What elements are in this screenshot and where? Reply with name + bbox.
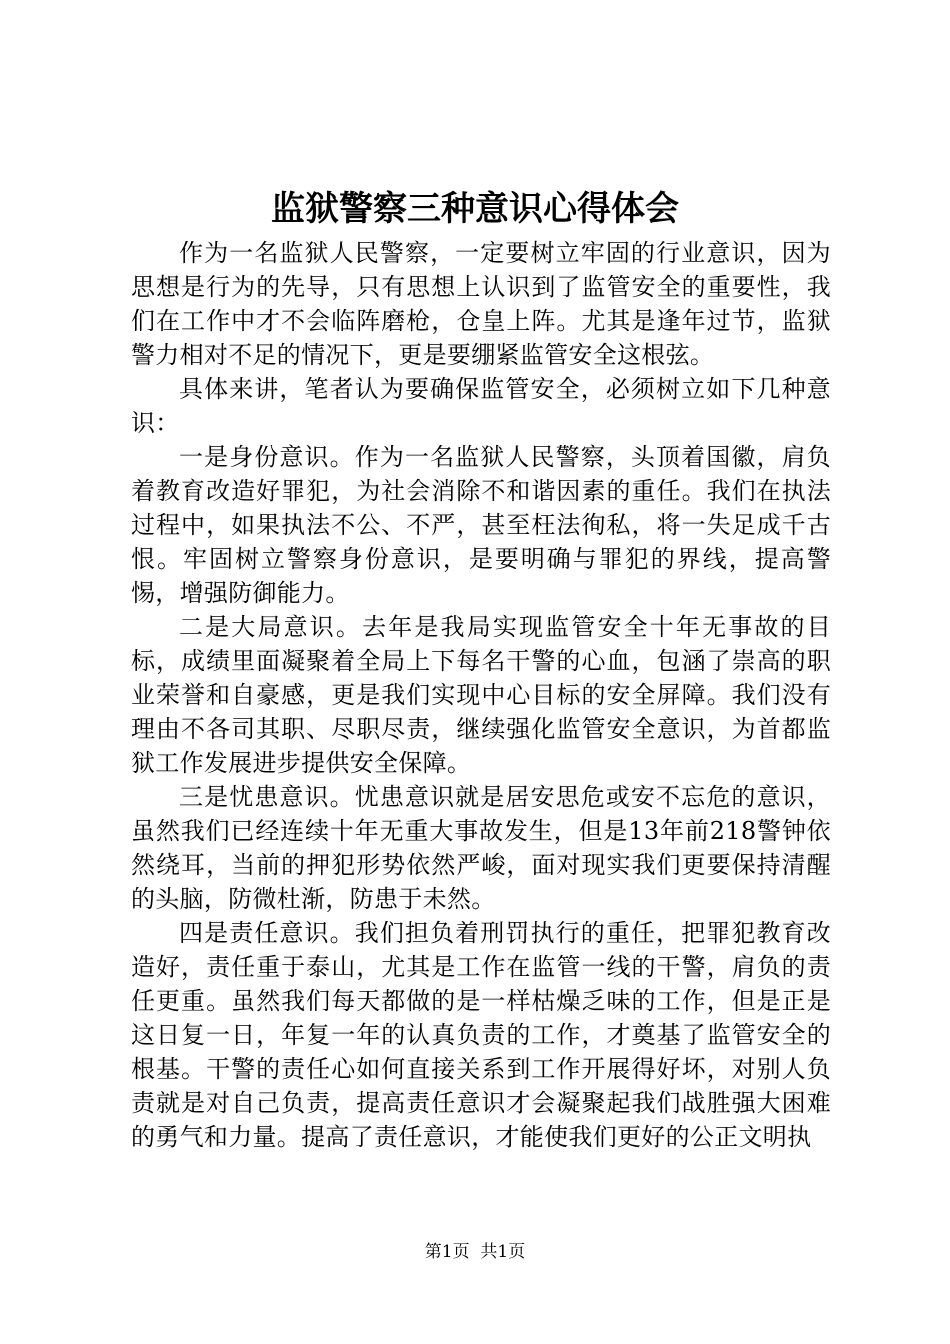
paragraph-big-picture-awareness: 二是大局意识。去年是我局实现监管安全十年无事故的目标，成绩里面凝聚着全局上下每名干警的心血，包涵了崇高的职业荣誉和自豪感，更是我们实现中心目标的安全屏障。我们没有理由不各司其职、尽职尽责，继续强化监管安全意识，为首都监狱工作发展进步提供安全保障。 xyxy=(131,613,831,777)
document-title: 监狱警察三种意识心得体会 xyxy=(271,189,679,229)
footer-separator xyxy=(470,1242,481,1262)
paragraph-lead-in: 具体来讲，笔者认为要确保监管安全，必须树立如下几种意识： xyxy=(131,375,831,437)
page-number: 第1页 xyxy=(424,1242,470,1262)
page-total: 共1页 xyxy=(480,1242,526,1262)
paragraph-risk-awareness: 三是忧患意识。忧患意识就是居安思危或安不忘危的意识，虽然我们已经连续十年无重大事故发生，但是13年前218警钟依然绕耳，当前的押犯形势依然严峻，面对现实我们更要保持清醒的头脑，防微杜渐，防患于未然。 xyxy=(131,783,831,913)
paragraph-identity-awareness: 一是身份意识。作为一名监狱人民警察，头顶着国徽，肩负着教育改造好罪犯，为社会消除不和谐因素的重任。我们在执法过程中，如果执法不公、不严，甚至枉法徇私，将一失足成千古恨。牢固树立警察身份意识，是要明确与罪犯的界线，提高警惕，增强防御能力。 xyxy=(131,443,831,607)
document-body xyxy=(131,236,831,1154)
page-footer xyxy=(0,1240,950,1264)
paragraph-responsibility-awareness: 四是责任意识。我们担负着刑罚执行的重任，把罪犯教育改造好，责任重于泰山，尤其是工作在监管一线的干警，肩负的责任更重。虽然我们每天都做的是一样枯燥乏味的工作，但是正是这日复一日，年复一年的认真负责的工作，才奠基了监管安全的根基。干警的责任心如何直接关系到工作开展得好坏，对别人负责就是对自己负责，提高责任意识才会凝聚起我们战胜强大困难的勇气和力量。提高了责任意识，才能使我们更好的公正文明执 xyxy=(131,919,831,1151)
paragraph-intro: 作为一名监狱人民警察，一定要树立牢固的行业意识，因为思想是行为的先导，只有思想上认识到了监管安全的重要性，我们在工作中才不会临阵磨枪，仓皇上阵。尤其是逢年过节，监狱警力相对不足的情况下，更是要绷紧监管安全这根弦。 xyxy=(131,239,831,369)
